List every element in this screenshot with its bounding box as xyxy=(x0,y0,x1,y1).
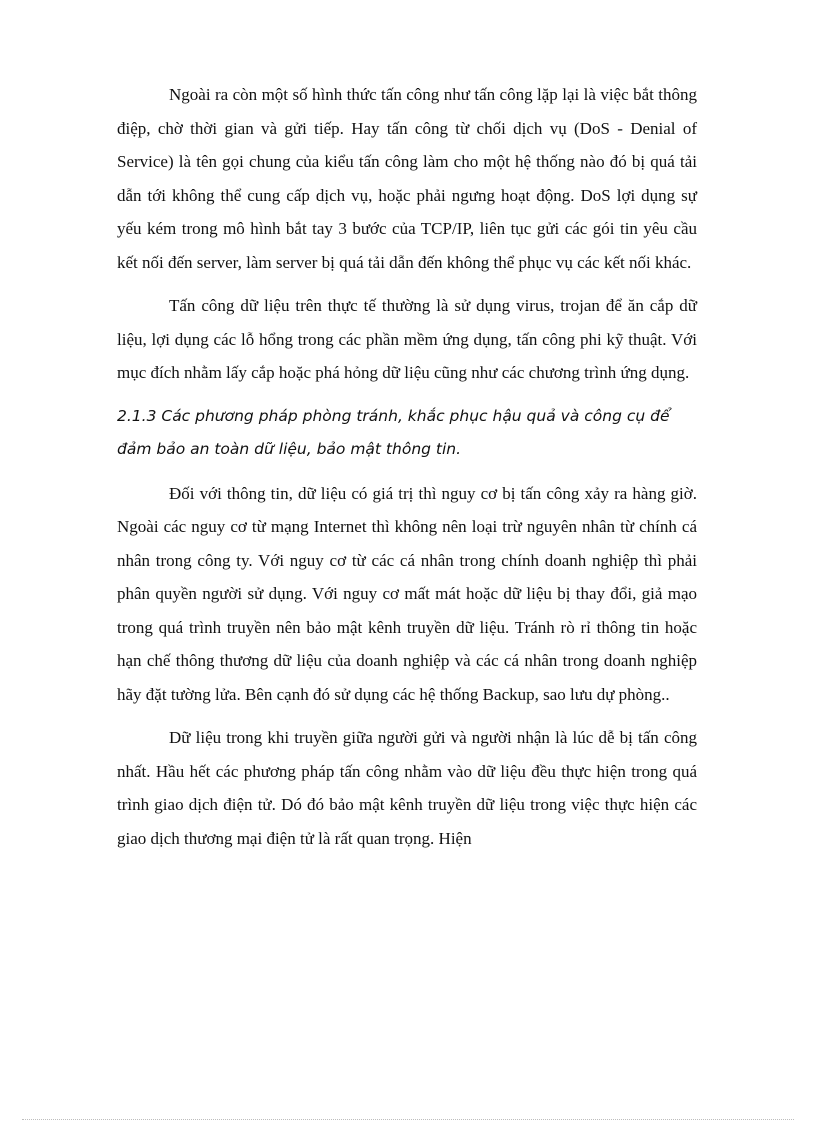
section-heading-2-1-3: 2.1.3 Các phương pháp phòng tránh, khắc phục hậu quả và công cụ để đảm bảo an toàn dữ liệu, bảo mật thông tin. xyxy=(117,406,670,458)
paragraph-dos-attack: Ngoài ra còn một số hình thức tấn công như tấn công lặp lại là việc bắt thông điệp, chờ thời gian và gửi tiếp. Hay tấn công từ chối dịch vụ (DoS - Denial of Service) là tên gọi chung của kiểu tấn công làm cho một hệ thống nào đó bị quá tải dẫn tới không thể cung cấp dịch vụ, hoặc phải ngưng hoạt động. DoS lợi dụng sự yếu kém trong mô hình bắt tay 3 bước của TCP/IP, liên tục gửi các gói tin yêu cầu kết nối đến server, làm server bị quá tải dẫn đến không thể phục vụ các kết nối khác. xyxy=(117,85,697,272)
document-page xyxy=(117,78,697,855)
paragraph-risk-mitigation: Đối với thông tin, dữ liệu có giá trị thì nguy cơ bị tấn công xảy ra hàng giờ. Ngoài các nguy cơ từ mạng Internet thì không nên loại trừ nguyên nhân từ chính cá nhân trong công ty. Với nguy cơ từ các cá nhân trong chính doanh nghiệp thì phải phân quyền người sử dụng. Với nguy cơ mất mát hoặc dữ liệu bị thay đổi, giả mạo trong quá trình truyền nên bảo mật kênh truyền dữ liệu. Tránh rò rỉ thông tin hoặc hạn chế thông thương dữ liệu của doanh nghiệp và các cá nhân trong doanh nghiệp hãy đặt tường lửa. Bên cạnh đó sử dụng các hệ thống Backup, sao lưu dự phòng.. xyxy=(117,483,697,704)
page-bottom-divider xyxy=(22,1119,794,1120)
paragraph-data-attack: Tấn công dữ liệu trên thực tế thường là sử dụng virus, trojan để ăn cắp dữ liệu, lợi dụng các lỗ hổng trong các phần mềm ứng dụng, tấn công phi kỹ thuật. Với mục đích nhằm lấy cắp hoặc phá hỏng dữ liệu cũng như các chương trình ứng dụng. xyxy=(117,296,697,382)
paragraph-transmission-security: Dữ liệu trong khi truyền giữa người gửi và người nhận là lúc dễ bị tấn công nhất. Hầu hết các phương pháp tấn công nhằm vào dữ liệu đều thực hiện trong quá trình giao dịch điện tử. Dó đó bảo mật kênh truyền dữ liệu trong việc thực hiện các giao dịch thương mại điện tử là rất quan trọng. Hiện xyxy=(117,728,697,848)
